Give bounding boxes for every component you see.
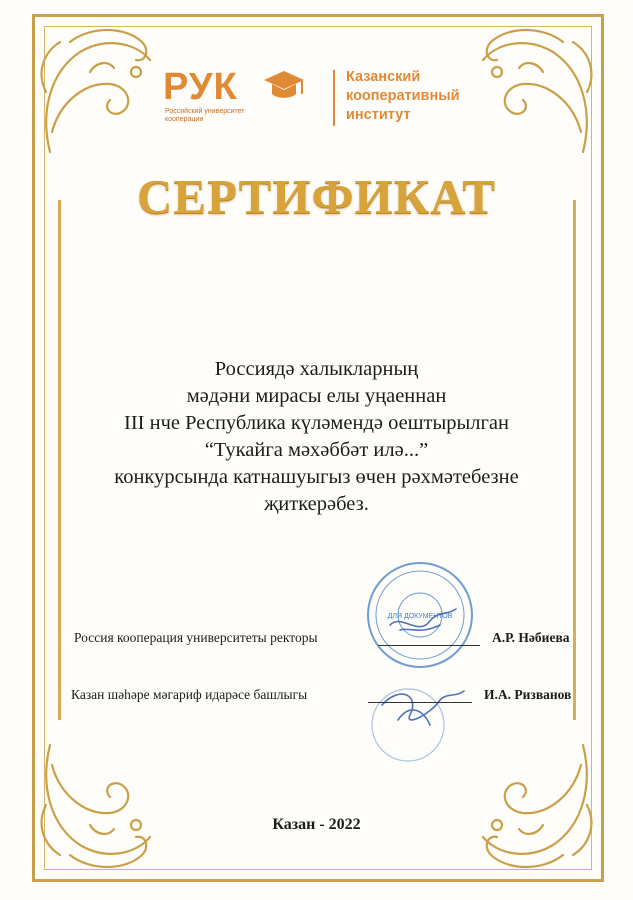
- logo-divider: [333, 70, 335, 126]
- certificate-title: СЕРТИФИКАТ: [137, 169, 496, 224]
- institute-name-line: Казанский: [346, 69, 421, 85]
- institute-name: [346, 68, 460, 125]
- ruk-wordmark: РУК: [163, 66, 238, 108]
- ruk-subtitle: Российский университет кооперации: [165, 108, 245, 123]
- body-line: мәдәни мирасы елы уңаеннан: [186, 385, 447, 407]
- education-head-name: И.А. Ризванов: [484, 687, 572, 702]
- body-line: III нче Республика күләмендә оештырылган: [124, 412, 509, 434]
- stamp-text: ДЛЯ ДОКУМЕНТОВ: [387, 613, 453, 620]
- body-line: җиткерәбез.: [264, 493, 369, 515]
- certificate-body: [50, 356, 583, 518]
- graduation-cap-icon: [262, 68, 306, 104]
- top-left-ornament: [30, 12, 170, 162]
- city-year: Казан - 2022: [272, 816, 361, 833]
- institute-name-line: кооперативный: [346, 88, 460, 104]
- body-line: Россиядә халыкларның: [214, 358, 419, 380]
- rector-role: Россия кооперация университеты ректоры: [74, 630, 318, 645]
- body-line: “Тукайга мәхәббәт илә...”: [204, 439, 429, 461]
- institute-logo: [163, 64, 499, 134]
- institute-name-line: институт: [346, 107, 411, 123]
- signature-line: [368, 702, 472, 703]
- rector-name: А.Р. Нәбиева: [492, 630, 570, 645]
- bottom-right-ornament: [463, 735, 603, 885]
- official-stamp: [360, 555, 480, 765]
- education-head-role: Казан шәһәре мәгариф идарәсе башлыгы: [71, 687, 308, 702]
- body-line: конкурсында катнашуыгыз өчен рәхмәтебезне: [114, 466, 519, 488]
- bottom-left-ornament: [30, 735, 170, 885]
- signature-line: [378, 645, 480, 646]
